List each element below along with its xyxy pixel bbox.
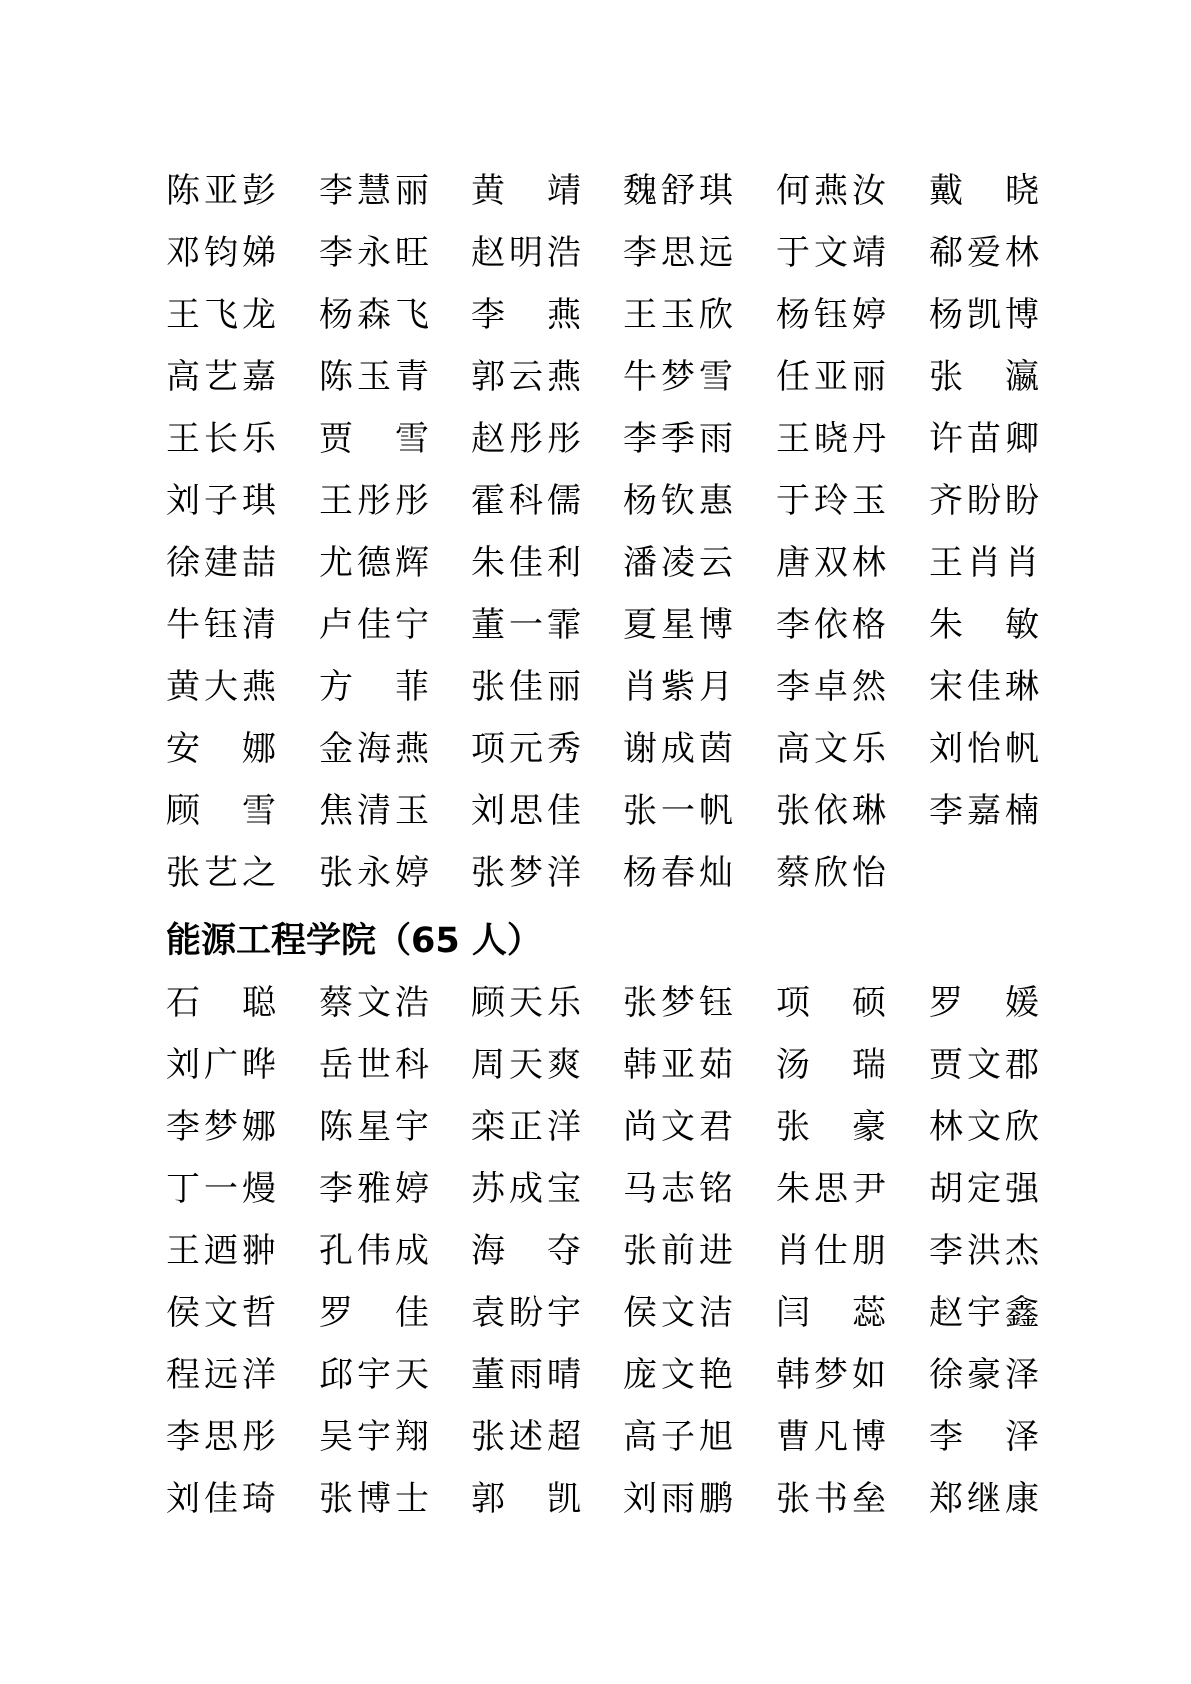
person-name: 王 晓 丹 [776,419,886,459]
person-name: 李 燕 [471,295,581,335]
person-name: 赵 彤 彤 [471,419,581,459]
person-name: 海 夺 [471,1231,581,1271]
name-row [166,284,1046,346]
person-name: 石 聪 [166,983,276,1023]
person-name: 庞 文 艳 [623,1355,733,1395]
person-name: 张 豪 [776,1107,886,1147]
person-name: 焦 清 玉 [319,791,429,831]
person-name: 顾 雪 [166,791,276,831]
person-name: 宋 佳 琳 [929,667,1039,707]
person-name: 许 苗 卿 [929,419,1039,459]
person-name: 林 文 欣 [929,1107,1039,1147]
person-name: 李 思 彤 [166,1417,276,1457]
person-name: 金 海 燕 [319,729,429,769]
person-name: 杨 春 灿 [623,853,733,893]
person-name: 项 硕 [776,983,886,1023]
person-name: 张 瀛 [929,357,1039,397]
person-name: 李 季 雨 [623,419,733,459]
person-name: 谢 成 茵 [623,729,733,769]
person-name: 郭 凯 [471,1479,581,1519]
person-name: 王 玉 欣 [623,295,733,335]
person-name: 侯 文 洁 [623,1293,733,1333]
person-name: 郭 云 燕 [471,357,581,397]
person-name: 邓 钧 娣 [166,233,276,273]
person-name: 张 一 帆 [623,791,733,831]
name-row [166,1034,1046,1096]
name-row [166,1468,1046,1530]
person-name: 肖 紫 月 [623,667,733,707]
person-name: 王 彤 彤 [319,481,429,521]
person-name: 蔡 欣 怡 [776,853,886,893]
person-name: 朱 思 尹 [776,1169,886,1209]
name-row [166,842,1046,904]
person-name: 刘 思 佳 [471,791,581,831]
person-name: 朱 敏 [929,605,1039,645]
person-name: 王 肖 肖 [929,543,1039,583]
person-name: 侯 文 哲 [166,1293,276,1333]
person-name: 尚 文 君 [623,1107,733,1147]
name-row [166,718,1046,780]
person-name: 张 依 琳 [776,791,886,831]
name-row [166,470,1046,532]
name-list-section-2 [166,972,1046,1530]
person-name: 韩 亚 茹 [623,1045,733,1085]
person-name: 张 博 士 [319,1479,429,1519]
person-name: 夏 星 博 [623,605,733,645]
person-name: 韩 梦 如 [776,1355,886,1395]
person-name: 刘 子 琪 [166,481,276,521]
person-name: 李 泽 [929,1417,1039,1457]
person-name: 程 远 洋 [166,1355,276,1395]
person-name: 刘 雨 鹏 [623,1479,733,1519]
person-name: 肖 仕 朋 [776,1231,886,1271]
person-name: 刘 怡 帆 [929,729,1039,769]
name-row [166,656,1046,718]
person-name: 岳 世 科 [319,1045,429,1085]
person-name: 张 佳 丽 [471,667,581,707]
person-name: 曹 凡 博 [776,1417,886,1457]
person-name: 何 燕 汝 [776,171,886,211]
name-row [166,1220,1046,1282]
person-name: 罗 媛 [929,983,1039,1023]
name-row [166,222,1046,284]
person-name: 周 天 爽 [471,1045,581,1085]
person-name: 陈 亚 彭 [166,171,276,211]
person-name: 李 嘉 楠 [929,791,1039,831]
person-name: 齐 盼 盼 [929,481,1039,521]
person-name: 陈 玉 青 [319,357,429,397]
person-name: 董 雨 晴 [471,1355,581,1395]
person-name: 戴 晓 [929,171,1039,211]
person-name: 尤 德 辉 [319,543,429,583]
person-name: 苏 成 宝 [471,1169,581,1209]
person-name: 魏 舒 琪 [623,171,733,211]
person-name: 陈 星 宇 [319,1107,429,1147]
person-name: 丁 一 熳 [166,1169,276,1209]
section-heading-energy-engineering: 能源工程学院（65 人） [166,921,542,961]
name-row [166,1158,1046,1220]
person-name: 杨 森 飞 [319,295,429,335]
person-name: 马 志 铭 [623,1169,733,1209]
person-name: 袁 盼 宇 [471,1293,581,1333]
person-name: 张 梦 洋 [471,853,581,893]
person-name: 董 一 霏 [471,605,581,645]
person-name: 高 文 乐 [776,729,886,769]
person-name: 李 梦 娜 [166,1107,276,1147]
person-name: 刘 佳 琦 [166,1479,276,1519]
person-name: 高 艺 嘉 [166,357,276,397]
person-name: 徐 建 喆 [166,543,276,583]
person-name: 张 永 婷 [319,853,429,893]
person-name: 胡 定 强 [929,1169,1039,1209]
person-name: 贾 文 郡 [929,1045,1039,1085]
person-name: 顾 天 乐 [471,983,581,1023]
person-name: 任 亚 丽 [776,357,886,397]
person-name: 郗 爱 林 [929,233,1039,273]
person-name: 罗 佳 [319,1293,429,1333]
person-name: 张 书 垒 [776,1479,886,1519]
person-name: 刘 广 晔 [166,1045,276,1085]
name-row [166,972,1046,1034]
person-name: 张 述 超 [471,1417,581,1457]
person-name: 李 永 旺 [319,233,429,273]
person-name: 李 雅 婷 [319,1169,429,1209]
person-name: 霍 科 儒 [471,481,581,521]
person-name: 孔 伟 成 [319,1231,429,1271]
name-row [166,594,1046,656]
person-name: 李 思 远 [623,233,733,273]
name-row [166,1096,1046,1158]
person-name: 张 前 进 [623,1231,733,1271]
person-name: 邱 宇 天 [319,1355,429,1395]
person-name: 蔡 文 浩 [319,983,429,1023]
person-name: 赵 明 浩 [471,233,581,273]
person-name: 项 元 秀 [471,729,581,769]
person-name: 闫 蕊 [776,1293,886,1333]
person-name: 张 艺 之 [166,853,276,893]
person-name: 于 文 靖 [776,233,886,273]
person-name: 杨 钰 婷 [776,295,886,335]
person-name: 李 慧 丽 [319,171,429,211]
person-name: 王 飞 龙 [166,295,276,335]
person-name: 杨 凯 博 [929,295,1039,335]
person-name: 牛 梦 雪 [623,357,733,397]
name-row [166,780,1046,842]
person-name: 汤 瑞 [776,1045,886,1085]
name-row [166,408,1046,470]
person-name: 贾 雪 [319,419,429,459]
person-name: 张 梦 钰 [623,983,733,1023]
person-name: 安 娜 [166,729,276,769]
person-name: 郑 继 康 [929,1479,1039,1519]
person-name: 赵 宇 鑫 [929,1293,1039,1333]
person-name: 于 玲 玉 [776,481,886,521]
person-name: 徐 豪 泽 [929,1355,1039,1395]
person-name: 黄 靖 [471,171,581,211]
name-row [166,1344,1046,1406]
person-name: 王 迺 翀 [166,1231,276,1271]
person-name: 高 子 旭 [623,1417,733,1457]
person-name: 李 卓 然 [776,667,886,707]
name-row [166,160,1046,222]
person-name: 方 菲 [319,667,429,707]
person-name: 牛 钰 清 [166,605,276,645]
name-row [166,346,1046,408]
person-name: 杨 钦 惠 [623,481,733,521]
person-name: 黄 大 燕 [166,667,276,707]
person-name: 卢 佳 宁 [319,605,429,645]
person-name: 栾 正 洋 [471,1107,581,1147]
person-name: 王 长 乐 [166,419,276,459]
person-name: 唐 双 林 [776,543,886,583]
person-name: 潘 凌 云 [623,543,733,583]
person-name: 朱 佳 利 [471,543,581,583]
name-row [166,1282,1046,1344]
name-list-section-1 [166,160,1046,904]
name-row [166,1406,1046,1468]
person-name: 李 依 格 [776,605,886,645]
name-row [166,532,1046,594]
person-name: 吴 宇 翔 [319,1417,429,1457]
person-name: 李 洪 杰 [929,1231,1039,1271]
